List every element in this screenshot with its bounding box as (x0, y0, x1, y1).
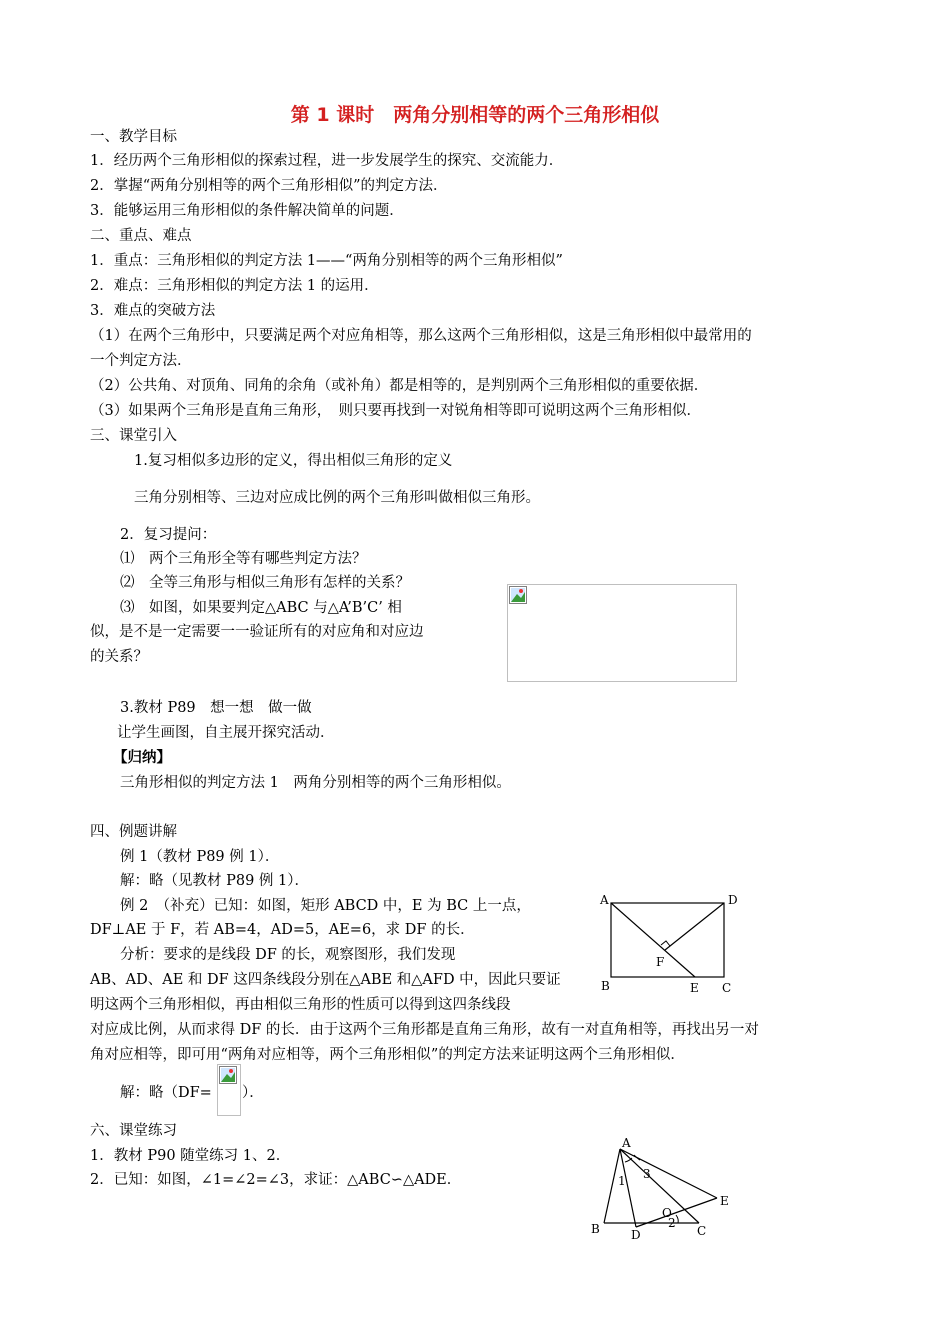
example-item: DF⊥AE 于 F，若 AB=4，AD=5，AE=6，求 DF 的长． (90, 922, 475, 938)
paragraph-line: （3）如果两个三角形是直角三角形， 则只要再找到一对锐角相等即可说明这两个三角形相似． (90, 403, 701, 419)
question-item: ⑶ 如图，如果要判定△ABC 与△A’B’C’ 相 (120, 600, 402, 616)
page-title: 第 1 课时 两角分别相等的两个三角形相似 (290, 104, 660, 126)
question-item: ⑴ 两个三角形全等有哪些判定方法？ (120, 551, 367, 567)
question-item: 的关系？ (90, 649, 148, 665)
analysis-line: 角对应相等，即可用“两角对应相等，两个三角形相似”的判定方法来证明这两个三角形相似． (90, 1047, 685, 1063)
definition-text: 三角分别相等、三边对应成比例的两个三角形叫做相似三角形。 (134, 490, 540, 506)
paragraph-line: （1）在两个三角形中，只要满足两个对应角相等，那么这两个三角形相似，这是三角形相似中最常用的 (90, 328, 752, 344)
section-heading-practice: 六、课堂练习 (90, 1123, 177, 1139)
point-label: E (690, 981, 699, 995)
point-label: D (728, 893, 738, 907)
angle-label: 2 (668, 1216, 676, 1230)
point-label: A (622, 1136, 631, 1150)
keypoint-item: 3．难点的突破方法 (90, 303, 216, 319)
point-label: F (656, 955, 665, 969)
segment-df (665, 903, 724, 950)
section-heading-goals: 一、教学目标 (90, 129, 177, 145)
segment-ae (611, 903, 695, 977)
section-heading-examples: 四、例题讲解 (90, 824, 177, 840)
practice-item: 1．教材 P90 随堂练习 1、2． (90, 1148, 291, 1164)
point-label: B (591, 1222, 600, 1236)
analysis-line: 分析：要求的是线段 DF 的长，观察图形，我们发现 (120, 947, 456, 963)
formula-image-placeholder (217, 1064, 241, 1116)
section-heading-intro: 三、课堂引入 (90, 428, 177, 444)
point-label: O (662, 1206, 672, 1220)
image-placeholder (507, 584, 737, 682)
section-heading-keypoints: 二、重点、难点 (90, 228, 192, 244)
question-item: 似，是不是一定需要一一验证所有的对应角和对应边 (90, 624, 424, 640)
analysis-line: 明这两个三角形相似，再由相似三角形的性质可以得到这四条线段 (90, 997, 511, 1013)
example-item: 例 1（教材 P89 例 1）． (120, 849, 280, 865)
intro-item: 3.教材 P89 想一想 做一做 (120, 700, 312, 716)
intro-item: 2．复习提问： (120, 527, 217, 543)
solution-text: ）． (242, 1085, 264, 1101)
triangle-figure (584, 1135, 744, 1245)
point-label: E (720, 1194, 729, 1208)
angle-label: 1 (618, 1174, 626, 1188)
summary-text: 三角形相似的判定方法 1 两角分别相等的两个三角形相似。 (120, 775, 511, 791)
rectangle-figure (596, 890, 746, 1000)
rectangle-abcd (611, 903, 724, 977)
angle-label: 3 (643, 1167, 651, 1181)
right-angle-mark (661, 941, 670, 946)
practice-item: 2．已知：如图，∠1=∠2=∠3，求证：△ABC∽△ADE． (90, 1172, 462, 1188)
point-label: C (722, 981, 732, 995)
summary-heading: 【归纳】 (113, 749, 171, 766)
analysis-line: AB、AD、AE 和 DF 这四条线段分别在△ABE 和△AFD 中，因此只要证 (90, 972, 561, 988)
point-label: C (697, 1224, 707, 1238)
example-item: 解：略（见教材 P89 例 1）． (120, 873, 310, 889)
paragraph-line: 一个判定方法． (90, 353, 192, 369)
example-item: 例 2 （补充）已知：如图，矩形 ABCD 中，E 为 BC 上一点， (120, 898, 531, 914)
goal-item: 2．掌握“两角分别相等的两个三角形相似”的判定方法． (90, 178, 448, 194)
point-label: A (600, 893, 609, 907)
analysis-line: 对应成比例，从而求得 DF 的长．由于这两个三角形都是直角三角形，故有一对直角相等，再找出另一对 (90, 1022, 759, 1038)
broken-image-icon (219, 1066, 237, 1084)
goal-item: 3．能够运用三角形相似的条件解决简单的问题． (90, 203, 404, 219)
keypoint-item: 2．难点：三角形相似的判定方法 1 的运用． (90, 278, 379, 294)
solution-text: 解：略（DF= (120, 1085, 212, 1101)
question-item: ⑵ 全等三角形与相似三角形有怎样的关系？ (120, 575, 410, 591)
goal-item: 1．经历两个三角形相似的探索过程，进一步发展学生的探究、交流能力． (90, 153, 564, 169)
paragraph-line: （2）公共角、对顶角、同角的余角（或补角）都是相等的，是判别两个三角形相似的重要依据． (90, 378, 709, 394)
keypoint-item: 1．重点：三角形相似的判定方法 1——“两角分别相等的两个三角形相似” (90, 253, 563, 269)
intro-item: 1.复习相似多边形的定义，得出相似三角形的定义 (134, 453, 453, 469)
point-label: B (601, 979, 610, 993)
intro-text: 让学生画图，自主展开探究活动． (117, 725, 335, 741)
broken-image-icon (509, 586, 527, 604)
point-label: D (631, 1228, 641, 1242)
